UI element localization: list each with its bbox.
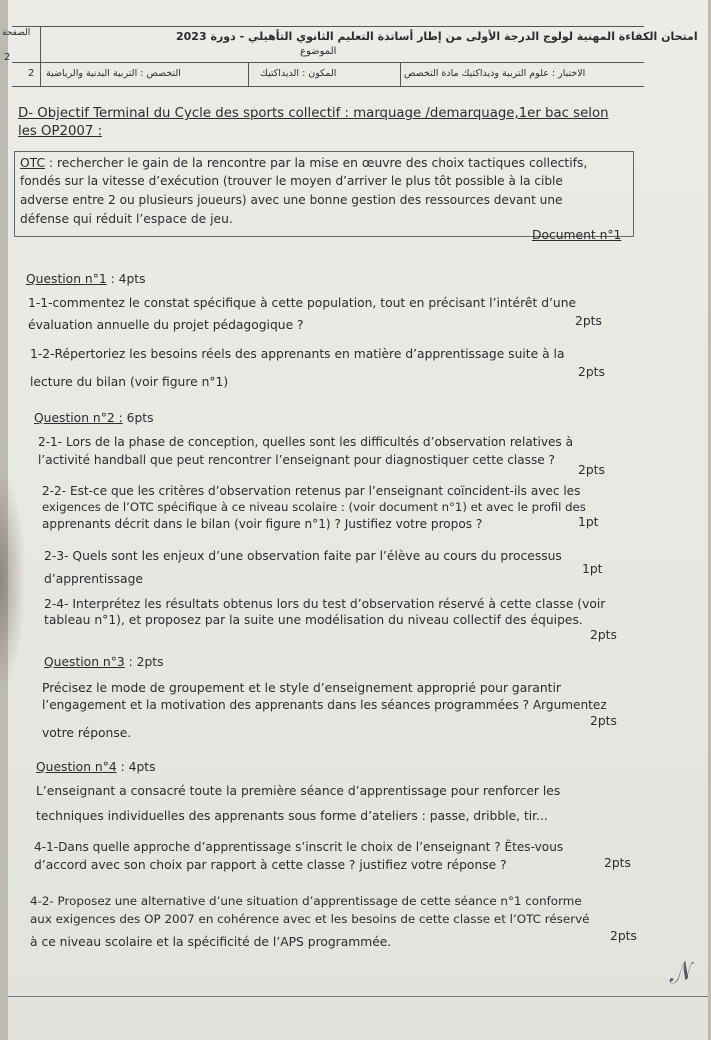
q1-title: Question n°1 xyxy=(26,272,107,286)
header-col-2 xyxy=(248,62,249,86)
q2-1-points: 2pts xyxy=(578,463,605,477)
header-page-number: 2 xyxy=(28,68,35,79)
otc-line-2: fondés sur la vitesse d’exécution (trouver le moyen d’arriver le plus tôt possible à la cible xyxy=(20,174,563,188)
finger-shadow xyxy=(0,470,26,690)
q2-2-line-3: apprenants décrit dans le bilan (voir figure n°1) ? Justifiez votre propos ? xyxy=(42,517,483,531)
q2-3-line-1: 2-3- Quels sont les enjeux d’une observation faite par l’élève au cours du processus xyxy=(44,549,562,563)
q3-points: : 2pts xyxy=(124,655,164,669)
q2-4-points: 2pts xyxy=(590,628,617,642)
q4-2-points: 2pts xyxy=(610,929,637,943)
q2-4-line-2: tableau n°1), et proposez par la suite une modélisation du niveau collectif des équipes. xyxy=(44,613,583,627)
q2-points: 6pts xyxy=(122,411,154,425)
q1-2-points: 2pts xyxy=(578,365,605,379)
header-rule-top xyxy=(12,26,644,27)
q2-3-line-2: d’apprentissage xyxy=(44,572,143,586)
section-title-cont: les OP2007 : xyxy=(18,124,103,139)
header-rule-mid xyxy=(12,62,644,63)
q2-2-line-1: 2-2- Est-ce que les critères d’observation retenus par l’enseignant coïncident-ils avec les xyxy=(42,484,581,498)
header-rule-bottom xyxy=(12,86,644,87)
document-label: Document n°1 xyxy=(532,228,622,242)
q2-3-points: 1pt xyxy=(582,562,603,576)
header-subject-label: الموضوع xyxy=(300,46,337,57)
q4-1-line-1: 4-1-Dans quelle approche d’apprentissage s’inscrit le choix de l’enseignant ? Êtes-vous xyxy=(34,840,564,854)
page-bottom-rule xyxy=(8,996,708,997)
q4-1-points: 2pts xyxy=(604,856,631,870)
q2-title: Question n°2 : xyxy=(34,411,123,425)
q1-1-line-1: 1-1-commentez le constat spécifique à cette population, tout en précisant l’intérêt d’une xyxy=(28,296,577,310)
header-page-total: 2 xyxy=(4,52,11,63)
q2-1-line-2: l’activité handball que peut rencontrer l’enseignant pour diagnostiquer cette classe ? xyxy=(38,453,555,467)
q2-2-line-2: exigences de l’OTC spécifique à ce niveau scolaire : (voir document n°1) et avec le profil des xyxy=(42,500,586,514)
q3-heading xyxy=(44,654,164,670)
q2-1-line-1: 2-1- Lors de la phase de conception, quelles sont les difficultés d’observation relatives à xyxy=(38,435,573,449)
header-component: المكون : الديداكتيك xyxy=(260,68,337,79)
q4-1-line-2: d’accord avec son choix par rapport à cette classe ? justifiez votre réponse ? xyxy=(34,858,507,872)
q3-line-1: Précisez le mode de groupement et le style d’enseignement approprié pour garantir xyxy=(42,681,561,695)
otc-line-3: adverse entre 2 ou plusieurs joueurs) avec une bonne gestion des ressources devant une xyxy=(20,193,563,207)
q4-2-line-2: aux exigences des OP 2007 en cohérence avec et les besoins de cette classe et l’OTC réservé xyxy=(30,912,590,926)
q1-heading xyxy=(26,271,146,287)
q3-title: Question n°3 xyxy=(44,655,125,669)
q2-heading xyxy=(34,410,154,426)
section-title: D- Objectif Terminal du Cycle des sports collectif : marquage /demarquage,1er bac selon xyxy=(18,106,609,121)
header-page-label: الصفحة xyxy=(2,28,31,38)
q1-points: : 4pts xyxy=(106,272,146,286)
otc-text-1: : rechercher le gain de la rencontre par la mise en œuvre des choix tactiques collectifs, xyxy=(45,156,588,170)
q3-points-right: 2pts xyxy=(590,714,617,728)
header-test: الاختبار : علوم التربية وديداكتيك مادة التخصص xyxy=(404,68,586,79)
q4-2-line-3: à ce niveau scolaire et la spécificité de l’APS programmée. xyxy=(30,935,392,949)
q1-1-line-2: évaluation annuelle du projet pédagogique ? xyxy=(28,318,304,332)
q1-2-line-2: lecture du bilan (voir figure n°1) xyxy=(30,375,229,389)
q4-heading xyxy=(36,759,156,775)
q2-4-line-1: 2-4- Interprétez les résultats obtenus lors du test d’observation réservé à cette classe (voir xyxy=(44,597,606,611)
header-col-3 xyxy=(400,62,401,86)
otc-line-1 xyxy=(20,155,587,171)
q1-1-points: 2pts xyxy=(575,314,602,328)
q4-intro-line-1: L’enseignant a consacré toute la première séance d’apprentissage pour renforcer les xyxy=(36,784,561,798)
q3-line-2: l’engagement et la motivation des apprenants dans les séances programmées ? Argumentez xyxy=(42,698,607,712)
q4-title: Question n°4 xyxy=(36,760,117,774)
otc-label: OTC xyxy=(20,156,46,170)
q4-points: : 4pts xyxy=(116,760,156,774)
q2-2-points: 1pt xyxy=(578,515,599,529)
header-exam-title: امتحان الكفاءة المهنية لولوج الدرجة الأولى من إطار أساتذة التعليم الثانوي التأهيلي - دورة 2023 xyxy=(176,30,698,43)
q3-line-3: votre réponse. xyxy=(42,726,132,740)
otc-line-4: défense qui réduit l’espace de jeu. xyxy=(20,212,233,226)
header-col-1 xyxy=(40,26,41,86)
q4-2-line-1: 4-2- Proposez une alternative d’une situation d’apprentissage de cette séance n°1 conforme xyxy=(30,894,582,908)
header-spec: التخصص : التربية البدنية والرياضية xyxy=(46,68,181,79)
q4-intro-line-2: techniques individuelles des apprenants sous forme d’ateliers : passe, dribble, tir... xyxy=(36,809,548,823)
q1-2-line-1: 1-2-Répertoriez les besoins réels des apprenants en matière d’apprentissage suite à la xyxy=(30,347,565,361)
signature: 𝒩 xyxy=(664,955,697,991)
